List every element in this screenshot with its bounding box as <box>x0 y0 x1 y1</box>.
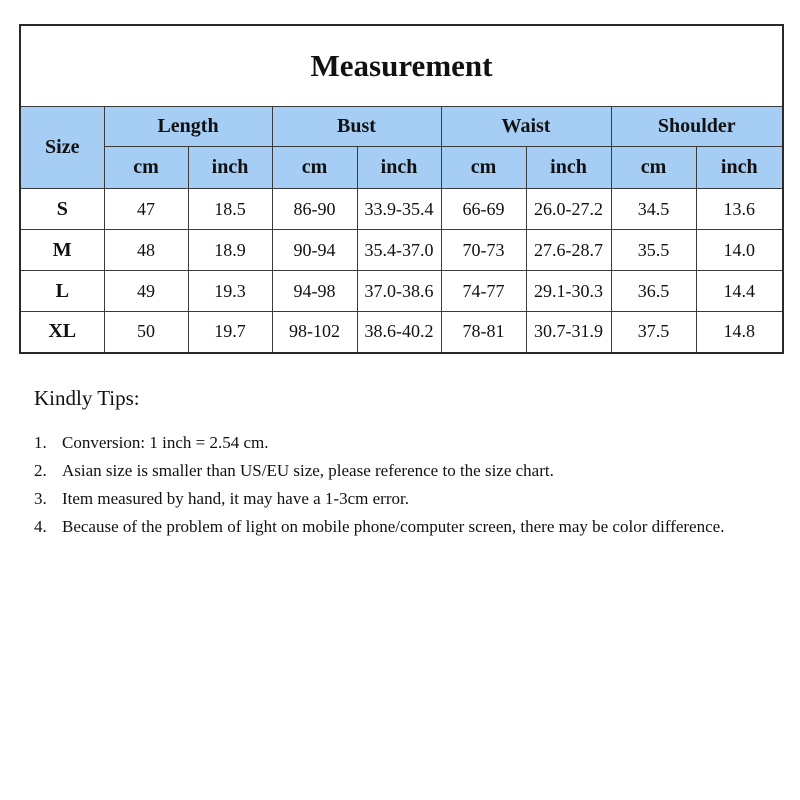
table-cell: 70-73 <box>441 230 526 271</box>
table-cell: 35.5 <box>611 230 696 271</box>
list-item-number: 2. <box>34 461 47 480</box>
list-item <box>34 457 774 485</box>
list-item <box>34 429 774 457</box>
group-header-shoulder: Shoulder <box>611 107 783 147</box>
measurement-table <box>19 24 784 354</box>
table-cell: 37.0-38.6 <box>357 271 441 312</box>
table-title: Measurement <box>20 25 783 107</box>
group-header-length: Length <box>104 107 272 147</box>
table-row <box>20 271 783 312</box>
table-cell: 35.4-37.0 <box>357 230 441 271</box>
table-row <box>20 312 783 353</box>
table-cell: 13.6 <box>696 189 783 230</box>
unit-header: inch <box>526 147 611 189</box>
list-item-text: Because of the problem of light on mobile phone/computer screen, there may be color difference. <box>62 517 725 536</box>
table-cell: 34.5 <box>611 189 696 230</box>
table-cell: 30.7-31.9 <box>526 312 611 353</box>
table-cell: 66-69 <box>441 189 526 230</box>
table-cell: 48 <box>104 230 188 271</box>
unit-header: inch <box>696 147 783 189</box>
size-label: M <box>20 230 104 271</box>
table-cell: 29.1-30.3 <box>526 271 611 312</box>
size-label: S <box>20 189 104 230</box>
group-header-bust: Bust <box>272 107 441 147</box>
table-cell: 14.4 <box>696 271 783 312</box>
size-label: XL <box>20 312 104 353</box>
table-cell: 27.6-28.7 <box>526 230 611 271</box>
table-cell: 74-77 <box>441 271 526 312</box>
table-cell: 49 <box>104 271 188 312</box>
table-cell: 38.6-40.2 <box>357 312 441 353</box>
unit-header: cm <box>272 147 357 189</box>
table-cell: 37.5 <box>611 312 696 353</box>
table-cell: 86-90 <box>272 189 357 230</box>
table-cell: 47 <box>104 189 188 230</box>
table-row <box>20 230 783 271</box>
table-cell: 78-81 <box>441 312 526 353</box>
table-cell: 18.5 <box>188 189 272 230</box>
list-item <box>34 513 774 541</box>
list-item-text: Conversion: 1 inch = 2.54 cm. <box>62 433 269 452</box>
table-cell: 14.8 <box>696 312 783 353</box>
list-item-text: Asian size is smaller than US/EU size, please reference to the size chart. <box>62 461 554 480</box>
size-column-header: Size <box>20 107 104 189</box>
unit-header: inch <box>188 147 272 189</box>
table-cell: 94-98 <box>272 271 357 312</box>
size-label: L <box>20 271 104 312</box>
table-cell: 36.5 <box>611 271 696 312</box>
group-header-waist: Waist <box>441 107 611 147</box>
list-item-number: 1. <box>34 433 47 452</box>
table-cell: 19.7 <box>188 312 272 353</box>
kindly-tips <box>34 386 774 541</box>
tips-list <box>34 429 774 541</box>
table-cell: 98-102 <box>272 312 357 353</box>
list-item-number: 3. <box>34 489 47 508</box>
table-cell: 26.0-27.2 <box>526 189 611 230</box>
table-cell: 19.3 <box>188 271 272 312</box>
table-cell: 50 <box>104 312 188 353</box>
unit-header: inch <box>357 147 441 189</box>
unit-header: cm <box>104 147 188 189</box>
table-row <box>20 189 783 230</box>
table-cell: 14.0 <box>696 230 783 271</box>
list-item-text: Item measured by hand, it may have a 1-3cm error. <box>62 489 409 508</box>
table-cell: 18.9 <box>188 230 272 271</box>
table-cell: 33.9-35.4 <box>357 189 441 230</box>
list-item-number: 4. <box>34 517 47 536</box>
table-cell: 90-94 <box>272 230 357 271</box>
list-item <box>34 485 774 513</box>
unit-header: cm <box>441 147 526 189</box>
unit-header: cm <box>611 147 696 189</box>
tips-title: Kindly Tips: <box>34 386 140 410</box>
